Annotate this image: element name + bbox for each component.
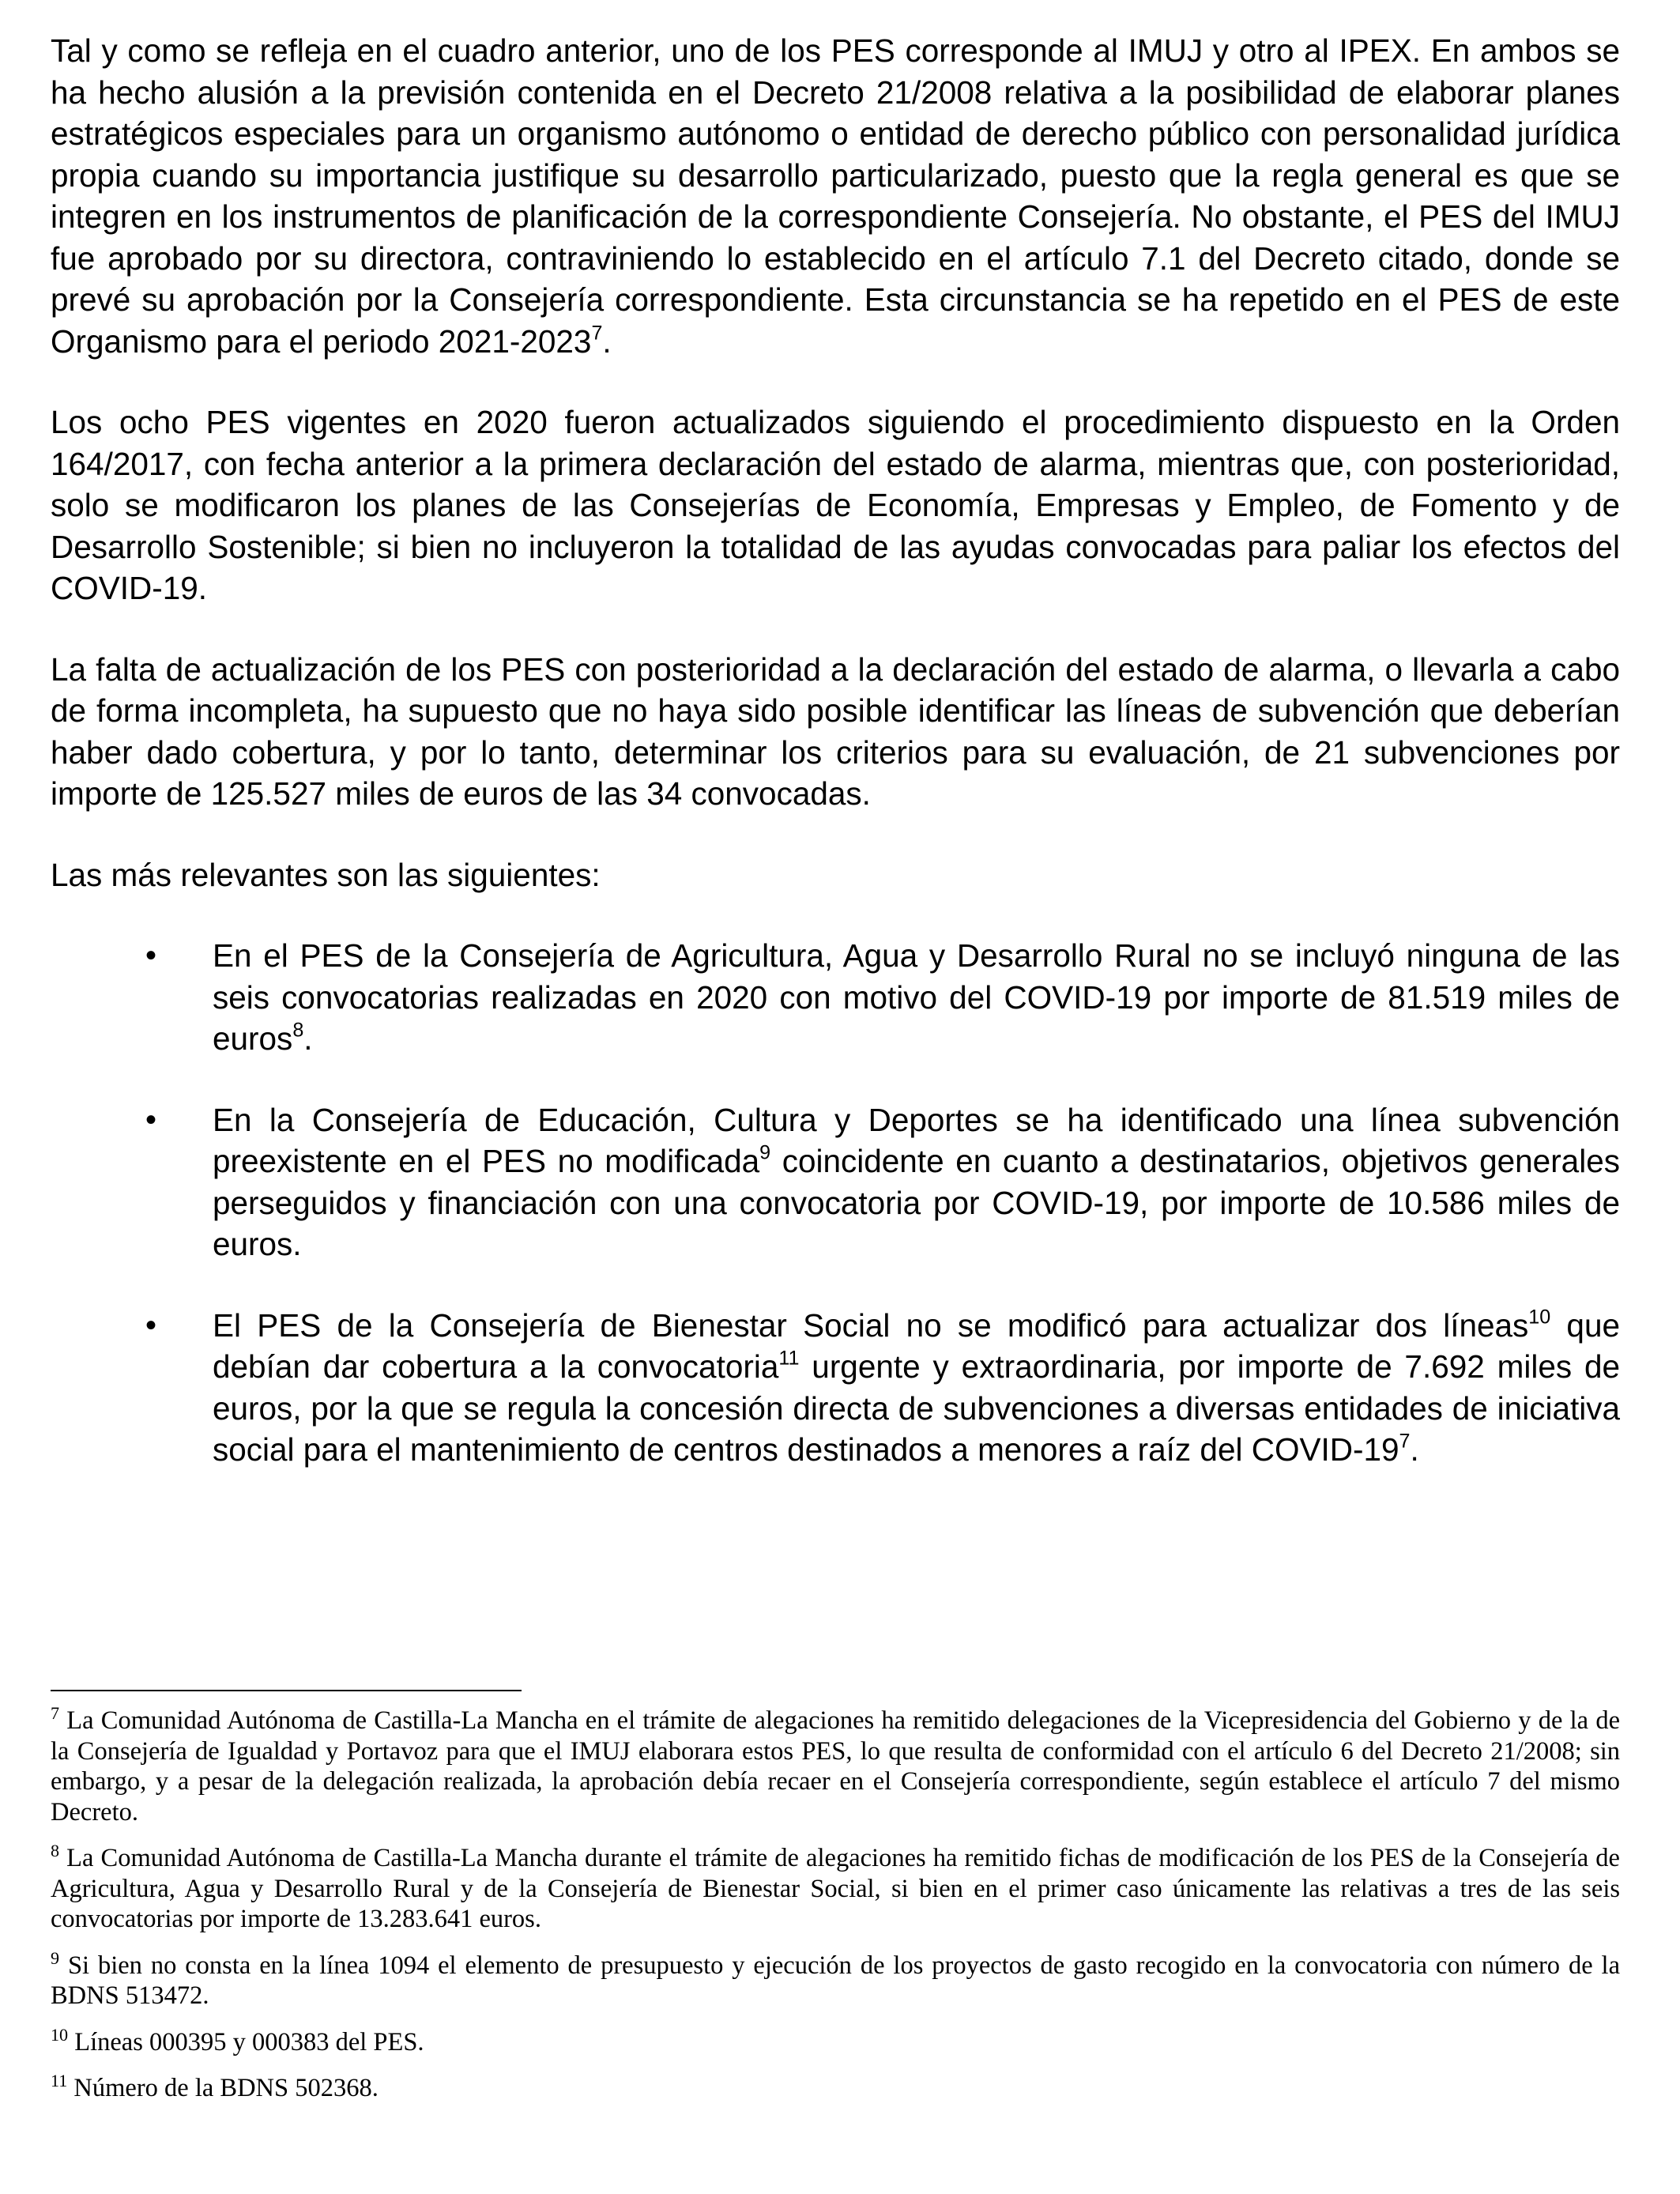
footnote-text: Líneas 000395 y 000383 del PES. xyxy=(68,2027,424,2056)
body-paragraph-1 xyxy=(51,30,1620,362)
footnote-ref-9[interactable]: 9 xyxy=(759,1141,771,1164)
footnote-separator xyxy=(51,1690,522,1691)
bullet-dot-icon: • xyxy=(145,1102,157,1137)
footnote-text: Si bien no consta en la línea 1094 el elemento de presupuesto y ejecución de los proyectos de gasto recogido en la convocatoria con número de la BDNS 513472. xyxy=(51,1951,1620,2010)
footnote-9 xyxy=(51,1947,1620,2011)
body-paragraph-3: La falta de actualización de los PES con posterioridad a la declaración del estado de alarma, o llevarla a cabo de forma incompleta, ha supuesto que no haya sido posible identificar las líneas de subvención que deberían haber dado cobertura, y por lo tanto, determinar los criterios para su evaluación, de 21 subvenciones por importe de 125.527 miles de euros de las 34 convocadas. xyxy=(51,650,1620,812)
footnote-ref-8[interactable]: 8 xyxy=(292,1019,304,1042)
footnote-number: 9 xyxy=(51,1947,60,1968)
footnote-number: 7 xyxy=(51,1702,60,1723)
footnote-11 xyxy=(51,2070,1620,2104)
bullet-list xyxy=(51,935,1620,1471)
footnote-number: 10 xyxy=(51,2024,69,2045)
footnote-10 xyxy=(51,2024,1620,2058)
paragraph-text: Tal y como se refleja en el cuadro anterior, uno de los PES corresponde al IMUJ y otro al IPEX. En ambos se ha hecho alusión a la previsión contenida en el Decreto 21/2008 relativa a la posibilidad de elaborar planes estratégicos especiales para un organismo autónomo o entidad de derecho público con personalidad jurídica propia cuando su importancia justifique su desarrollo particularizado, puesto que la regla general es que se integren en los instrumentos de planificación de la correspondiente Consejería. No obstante, el PES del IMUJ fue aprobado por su directora, contraviniendo lo establecido en el artículo 7.1 del Decreto citado, donde se prevé su aprobación por la Consejería correspondiente. Esta circunstancia se ha repetido en el PES de este Organismo para el periodo 2021-2023 xyxy=(51,32,1620,360)
bullet-item-1 xyxy=(51,935,1620,1060)
body-paragraph-4: Las más relevantes son las siguientes: xyxy=(51,856,601,893)
footnote-ref-7[interactable]: 7 xyxy=(1399,1430,1411,1453)
bullet-text: En la Consejería de Educación, Cultura y Deportes se ha identificado una línea subvención preexistente en el PES no modificada xyxy=(213,1101,1620,1179)
bullet-text: En el PES de la Consejería de Agricultura, Agua y Desarrollo Rural no se incluyó ninguna de las seis convocatorias realizadas en 2020 con motivo del COVID-19 por importe de 81.519 miles de euros xyxy=(213,937,1620,1057)
bullet-dot-icon: • xyxy=(145,938,157,973)
bullet-text: El PES de la Consejería de Bienestar Social no se modificó para actualizar dos líneas xyxy=(213,1306,1529,1344)
bullet-text-end: . xyxy=(303,1020,313,1057)
bullet-text-cont: urgente y extraordinaria, por importe de 7.692 miles de euros, por la que se regula la concesión directa de subvenciones a diversas entidades de iniciativa social para el mantenimiento de centros destinados a menores a raíz del COVID-19 xyxy=(213,1348,1620,1468)
footnote-number: 8 xyxy=(51,1840,60,1860)
footnote-7 xyxy=(51,1702,1620,1827)
bullet-item-3 xyxy=(51,1305,1620,1471)
footnote-text: Número de la BDNS 502368. xyxy=(67,2074,379,2102)
bullet-item-2 xyxy=(51,1099,1620,1265)
bullet-text-end: . xyxy=(1410,1431,1419,1468)
footnote-ref-10[interactable]: 10 xyxy=(1528,1306,1551,1329)
footnotes xyxy=(51,1702,1620,2120)
footnote-text: La Comunidad Autónoma de Castilla-La Mancha durante el trámite de alegaciones ha remitido fichas de modificación de los PES de la Consejería de Agricultura, Agua y Desarrollo Rural y de la Consejería de Bienestar Social, si bien en el primer caso únicamente las relativas a tres de las seis convocatorias por importe de 13.283.641 euros. xyxy=(51,1844,1620,1933)
footnote-number: 11 xyxy=(51,2070,68,2090)
footnote-8 xyxy=(51,1840,1620,1935)
bullet-text-middle: que debían dar cobertura a la convocatoria xyxy=(213,1306,1621,1385)
footnote-ref-11[interactable]: 11 xyxy=(778,1347,800,1370)
body-paragraph-2: Los ocho PES vigentes en 2020 fueron actualizados siguiendo el procedimiento dispuesto en la Orden 164/2017, con fecha anterior a la primera declaración del estado de alarma, mientras que, con posterioridad, solo se modificaron los planes de las Consejerías de Economía, Empresas y Empleo, de Fomento y de Desarrollo Sostenible; si bien no incluyeron la totalidad de las ayudas convocadas para paliar los efectos del COVID-19. xyxy=(51,404,1620,606)
paragraph-end: . xyxy=(602,322,612,360)
footnote-text: La Comunidad Autónoma de Castilla-La Mancha en el trámite de alegaciones ha remitido delegaciones de la Vicepresidencia del Gobierno y de la de la Consejería de Igualdad y Portavoz para que el IMUJ elaborara estos PES, lo que resulta de conformidad con el artículo 6 del Decreto 21/2008; sin embargo, y a pesar de la delegación realizada, la aprobación debía recaer en el Consejería correspondiente, según establece el artículo 7 del mismo Decreto. xyxy=(51,1706,1620,1826)
footnote-ref-7[interactable]: 7 xyxy=(591,322,603,345)
bullet-text-end: coincidente en cuanto a destinatarios, objetivos generales perseguidos y financiación con una convocatoria por COVID-19, por importe de 10.586 miles de euros. xyxy=(213,1143,1620,1262)
bullet-dot-icon: • xyxy=(145,1307,157,1343)
